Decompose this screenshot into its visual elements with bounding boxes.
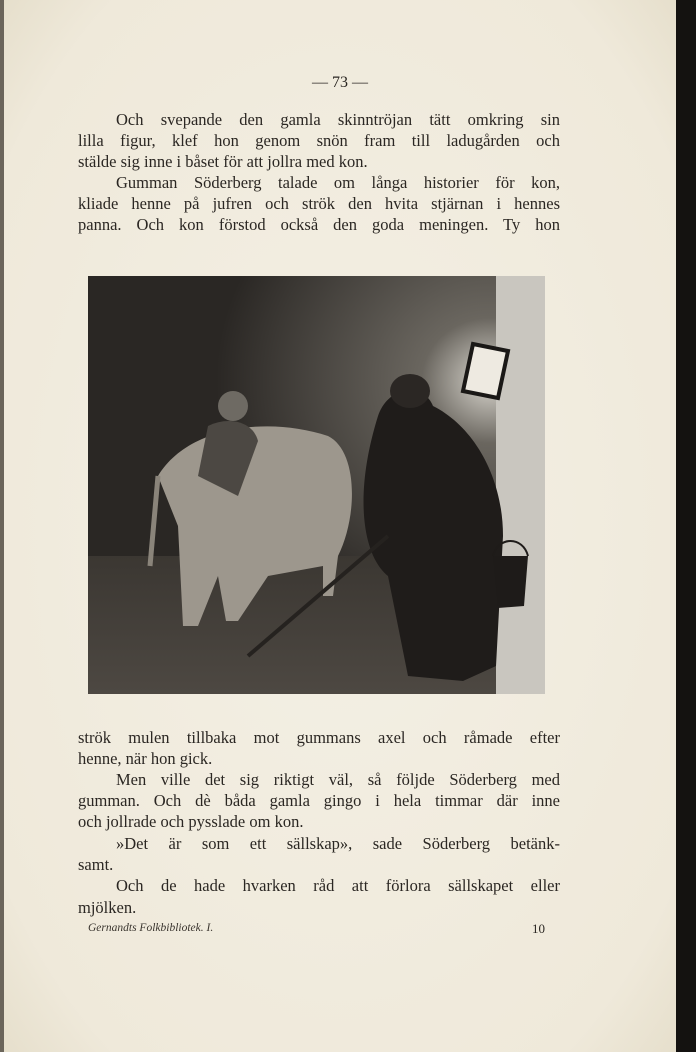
footer-signature-mark: 10 bbox=[532, 921, 545, 936]
text-line: panna. Och kon förstod också den goda meningen. Ty hon bbox=[78, 215, 560, 234]
text-line: henne, när hon gick. bbox=[78, 749, 213, 768]
scan-dark-edge bbox=[676, 0, 696, 1052]
text-line: Och svepande den gamla skinntröjan tätt omkring sin bbox=[116, 110, 560, 129]
text-line: och jollrade och pysslade om kon. bbox=[78, 812, 304, 831]
old-man-hat bbox=[390, 374, 430, 408]
text-line: mjölken. bbox=[78, 898, 137, 917]
text-line: Gumman Söderberg talade om långa historier för kon, bbox=[116, 173, 560, 192]
text-line: strök mulen tillbaka mot gummans axel och råmade efter bbox=[78, 728, 560, 747]
text-line: kliade henne på jufren och strök den hvita stjärnan i hennes bbox=[78, 194, 560, 213]
bucket bbox=[493, 556, 528, 608]
old-woman-head bbox=[218, 391, 248, 421]
page-number: — 73 — bbox=[312, 74, 368, 91]
book-page bbox=[4, 0, 676, 1052]
lit-doorway bbox=[496, 276, 545, 694]
text-line: gumman. Och dè båda gamla gingo i hela timmar där inne bbox=[78, 791, 560, 810]
text-line: lilla figur, klef hon genom snön fram till ladugården och bbox=[78, 131, 560, 150]
text-line: »Det är som ett sällskap», sade Söderberg betänk- bbox=[116, 834, 560, 853]
lantern bbox=[463, 344, 508, 398]
text-line: stälde sig inne i båset för att jollra med kon. bbox=[78, 152, 368, 171]
text-line: samt. bbox=[78, 855, 114, 874]
text-line: Och de hade hvarken råd att förlora sällskapet eller bbox=[116, 876, 560, 895]
illustration-barn-cow bbox=[88, 276, 545, 694]
text-line: Men ville det sig riktigt väl, så följde Söderberg med bbox=[116, 770, 560, 789]
footer-series-title: Gernandts Folkbibliotek. I. bbox=[88, 922, 214, 934]
